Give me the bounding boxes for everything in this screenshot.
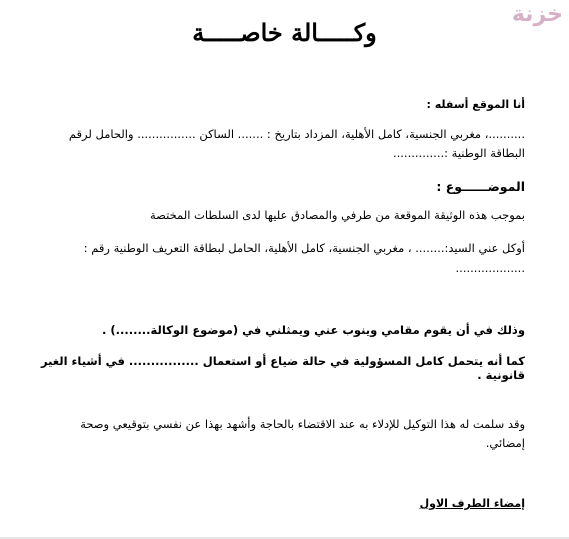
- closing-line-1: وقد سلمت له هذا التوكيل للإدلاء به عند الاقتضاء بالحاجة وأشهد بهذا عن نفسي بتوقيعي وصحة: [80, 417, 525, 431]
- mandate-line: وذلك في أن يقوم مقامي وينوب عني ويمثلني في (موضوع الوكالة........) .: [101, 323, 525, 337]
- signer-line-1: ..........، مغربي الجنسية، كامل الأهلية، المزداد بتاريخ : ....... الساكن ................ والحامل لرقم: [68, 127, 525, 141]
- subject-heading: الموضــــــوع :: [436, 179, 525, 194]
- signer-line-2: البطاقة الوطنية :..............: [392, 146, 525, 160]
- signature-label: إمضاء الطرف الاول: [419, 497, 525, 510]
- subject-text: بموجب هذه الوثيقة الموقعة من طرفي والمصادق عليها لدى السلطات المختصة: [150, 208, 525, 222]
- appoint-line-2: ...................: [455, 261, 525, 275]
- signer-heading: أنا الموقع أسفله :: [426, 98, 525, 111]
- document-title: وكـــــالة خاصـــــة: [192, 18, 377, 47]
- liability-line: كما أنه يتحمل كامل المسؤولية في حالة ضياع أو استعمال ................ في أشياء الغير قانونية .: [40, 354, 525, 382]
- brand-logo: خزنة: [511, 2, 563, 27]
- appoint-line-1: أوكل عني السيد:........ ، مغربي الجنسية، كامل الأهلية، الحامل لبطاقة التعريف الوطنية رقم :: [83, 241, 525, 255]
- closing-line-2: إمضائي.: [485, 436, 525, 450]
